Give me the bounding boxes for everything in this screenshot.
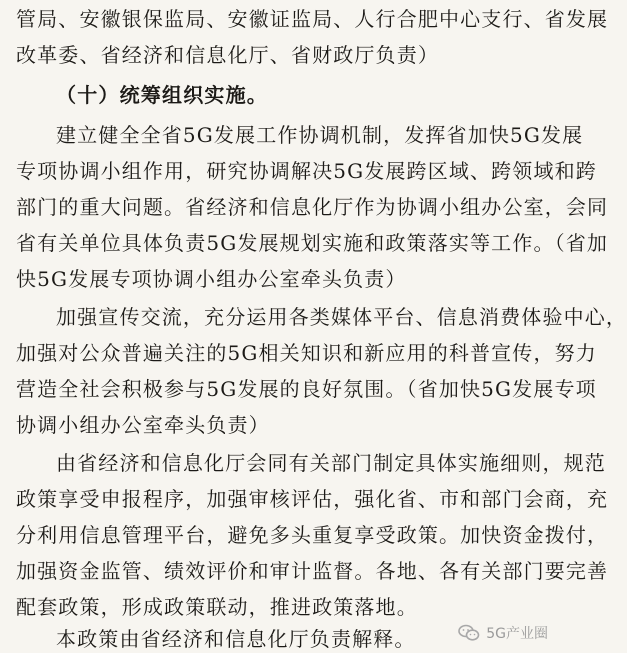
text-line: 快5G发展专项协调小组办公室牵头负责） (16, 267, 407, 291)
text-line: 配套政策，形成政策联动，推进政策落地。 (16, 595, 418, 619)
wechat-icon (458, 624, 480, 642)
text-line: 专项协调小组作用，研究协调解决5G发展跨区域、跨领域和跨 (16, 159, 597, 183)
text-line: 分利用信息管理平台，避免多头重复享受政策。加快资金拨付， (16, 523, 609, 547)
text-line: 营造全社会积极参与5G发展的良好氛围。（省加快5G发展专项 (16, 377, 597, 401)
section-heading: （十）统筹组织实施。 (56, 83, 268, 107)
text-line: 加强对公众普遍关注的5G相关知识和新应用的科普宣传，努力 (16, 341, 597, 365)
text-line: 加强宣传交流，充分运用各类媒体平台、信息消费体验中心， (56, 305, 627, 329)
text-line: 加强资金监管、绩效评价和审计监督。各地、各有关部门要完善 (16, 559, 609, 583)
text-line: 改革委、省经济和信息化厅、省财政厅负责） (16, 43, 439, 67)
text-line: 由省经济和信息化厅会同有关部门制定具体实施细则，规范 (56, 451, 606, 475)
text-line: 建立健全全省5G发展工作协调机制，发挥省加快5G发展 (56, 123, 584, 147)
text-line: 协调小组办公室牵头负责） (16, 413, 270, 437)
text-line: 政策享受申报程序，加强审核评估，强化省、市和部门会商，充 (16, 487, 609, 511)
watermark (458, 623, 548, 643)
text-line: 省有关单位具体负责5G发展规划实施和政策落实等工作。（省加 (16, 231, 609, 255)
text-line: 部门的重大问题。省经济和信息化厅作为协调小组办公室，会同 (16, 195, 609, 219)
text-line: 管局、安徽银保监局、安徽证监局、人行合肥中心支行、省发展 (16, 7, 609, 31)
text-line: 本政策由省经济和信息化厅负责解释。 (56, 627, 416, 651)
watermark-text: 5G产业圈 (486, 626, 548, 642)
